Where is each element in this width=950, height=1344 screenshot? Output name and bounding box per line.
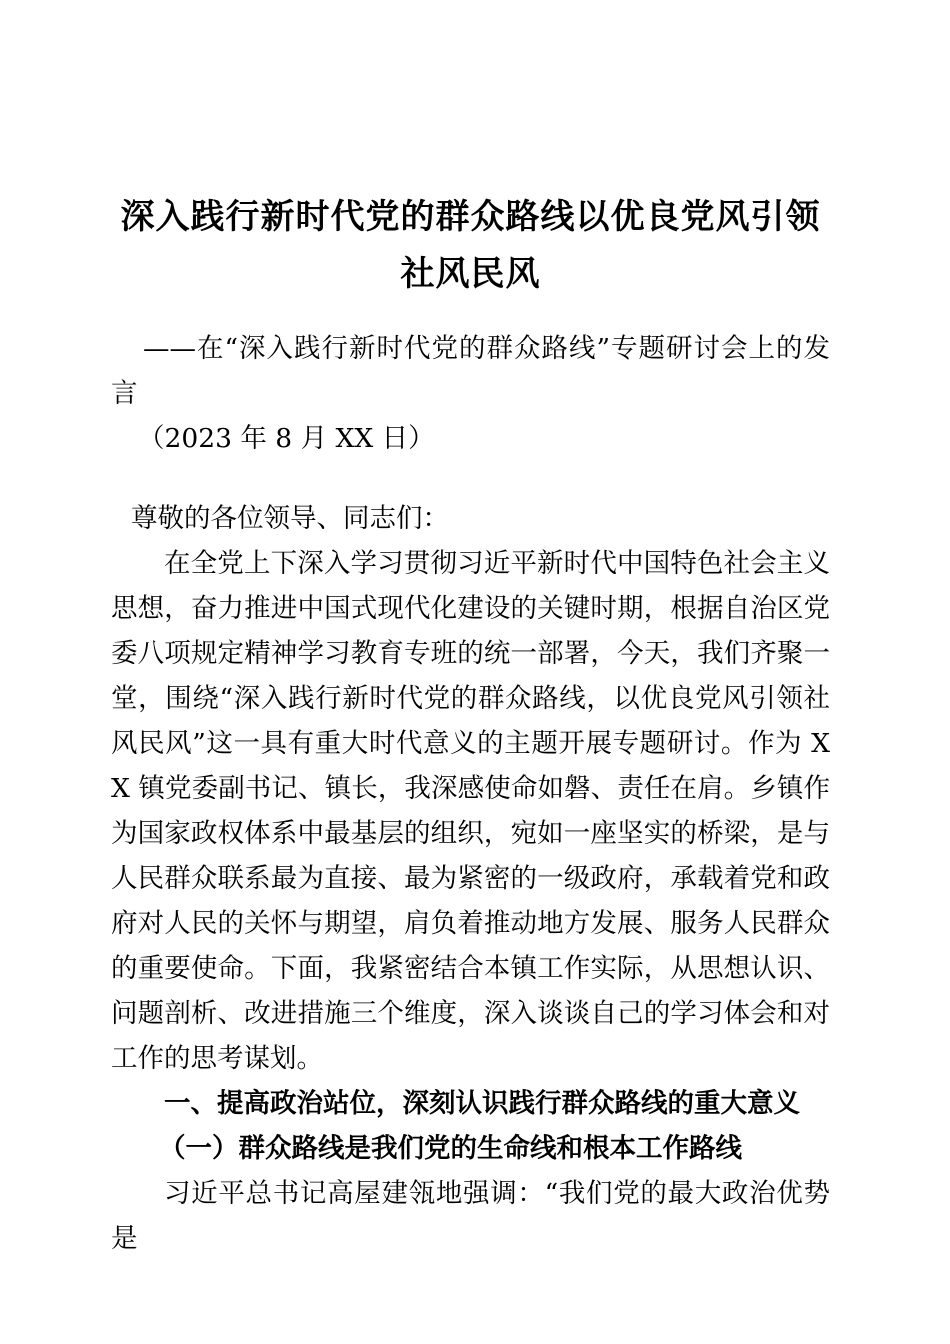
- document-subtitle: ——在“深入践行新时代党的群众路线”专题研讨会上的发言: [111, 332, 830, 409]
- section-1-subheading: （一）群众路线是我们党的生命线和根本工作路线: [159, 1132, 742, 1164]
- intro-paragraph: 在全党上下深入学习贯彻习近平新时代中国特色社会主义思想，奋力推进中国式现代化建设的关键时期，根据自治区党委八项规定精神学习教育专班的统一部署，今天，我们齐聚一堂，围绕“深入践行新时代党的群众路线，以优良党风引领社风民风”这一具有重大时代意义的主题开展专题研讨。作为 XX 镇党委副书记、镇长，我深感使命如磐、责任在肩。乡镇作为国家政权体系中最基层的组织，宛如一座坚实的桥梁，是与人民群众联系最为直接、最为紧密的一级政府，承载着党和政府对人民的关怀与期望，肩负着推动地方发展、服务人民群众的重要使命。下面，我紧密结合本镇工作实际，从思想认识、问题剖析、改进措施三个维度，深入谈谈自己的学习体会和对工作的思考谋划。: [111, 547, 830, 1074]
- document-date: （2023 年 8 月 XX 日）: [138, 422, 435, 454]
- document-title-line-2: 社风民风: [400, 253, 541, 294]
- section-1-heading: 一、提高政治站位，深刻认识践行群众路线的重大意义: [164, 1087, 800, 1119]
- body-paragraph-partial: 习近平总书记高屋建瓴地强调：“我们党的最大政治优势是: [111, 1177, 830, 1254]
- salutation: 尊敬的各位领导、同志们：: [131, 502, 449, 534]
- document-title-line-1: 深入践行新时代党的群众路线以优良党风引领: [120, 196, 821, 237]
- document-title: [111, 189, 830, 303]
